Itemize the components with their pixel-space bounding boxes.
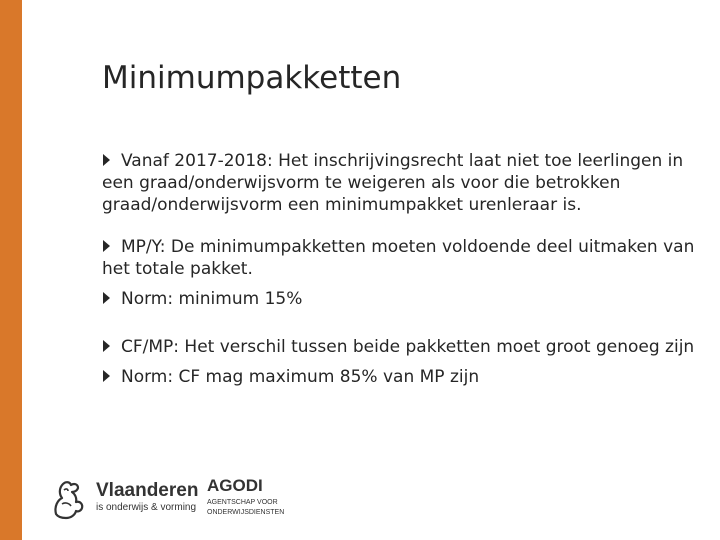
slide-content (102, 150, 702, 388)
triangle-right-icon (103, 240, 110, 252)
bullet-text: MP/Y: De minimumpakketten moeten voldoende deel uitmaken van het totale pakket. (102, 237, 695, 279)
bullet-text: CF/MP: Het verschil tussen beide pakketten moet groot genoeg zijn (121, 337, 695, 357)
bullet-point (102, 288, 702, 310)
bullet-point (102, 150, 702, 216)
bullet-text: Norm: minimum 15% (121, 289, 303, 309)
triangle-right-icon (103, 292, 110, 304)
vlaanderen-logo-subtitle: is onderwijs & vorming (96, 502, 197, 513)
flemish-lion-icon (50, 474, 88, 522)
agodi-logo-name: AGODI (207, 476, 263, 495)
bullet-point (102, 366, 702, 388)
triangle-right-icon (103, 154, 110, 166)
bullet-point (102, 336, 702, 358)
triangle-right-icon (103, 340, 110, 352)
accent-bar (0, 0, 22, 540)
bullet-text: Vanaf 2017-2018: Het inschrijvingsrecht laat niet toe leerlingen in een graad/onderwijsvorm te weigeren als voor die betrokken graad/onderwijsvorm een minimumpakket urenleraar is. (102, 151, 684, 215)
vlaanderen-logo-name: Vlaanderen (96, 480, 199, 501)
agodi-logo-subtitle: AGENTSCHAP VOOR ONDERWIJSDIENSTEN (207, 499, 285, 516)
bullet-text: Norm: CF mag maximum 85% van MP zijn (121, 367, 480, 387)
bullet-point (102, 236, 702, 280)
triangle-right-icon (103, 370, 110, 382)
slide-title: Minimumpakketten (102, 60, 402, 96)
